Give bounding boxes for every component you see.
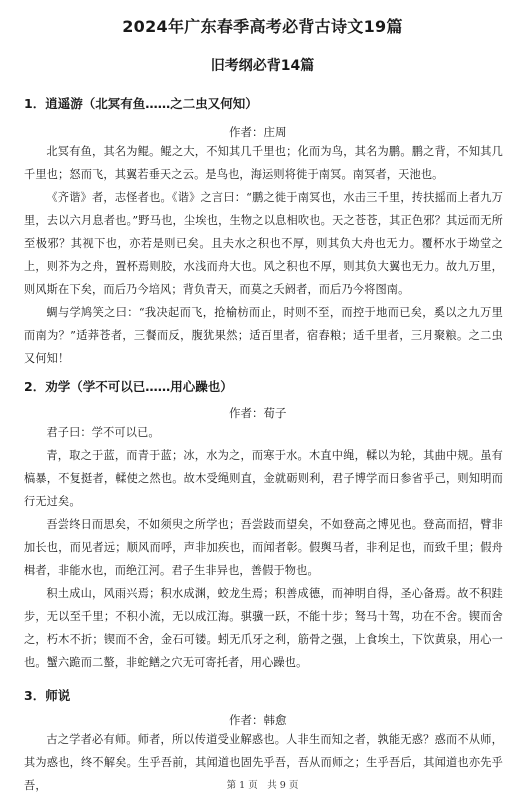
section-author: 作者：庄周 bbox=[229, 125, 287, 139]
section-group-title: 旧考纲必背14篇 bbox=[210, 58, 315, 74]
poem-paragraph: 吾尝终日而思矣，不如须臾之所学也；吾尝跂而望矣，不如登高之博见也。登高而招，臂非加长也，而见者远；顺风而呼，声非加疾也，而闻者彰。假舆马者，非利足也，而致千里；假舟楫者，非能水也，而绝江河。君子生非异也，善假于物也。 bbox=[24, 518, 503, 577]
poem-paragraph: 北冥有鱼，其名为鲲。鲲之大，不知其几千里也；化而为鸟，其名为鹏。鹏之背，不知其几千里也；怒而飞，其翼若垂天之云。是鸟也，海运则将徙于南冥。南冥者，天池也。 bbox=[24, 145, 503, 181]
section-author: 作者：荀子 bbox=[229, 406, 287, 420]
poem-paragraph: 古之学者必有师。师者，所以传道受业解惑也。人非生而知之者，孰能无惑？惑而不从师，其为惑也，终不解矣。生乎吾前，其闻道也固先乎吾，吾从而师之；生乎吾后，其闻道也亦先乎吾， bbox=[24, 733, 503, 792]
section-heading-shishuo: 3．师说 bbox=[24, 688, 71, 703]
poem-paragraph: 蜩与学鸠笑之曰：“我决起而飞，抢榆枋而止，时则不至，而控于地而已矣，奚以之九万里而南为？”适莽苍者，三餐而反，腹犹果然；适百里者，宿舂粮；适千里者，三月聚粮。之二虫又何知！ bbox=[24, 306, 503, 365]
poem-paragraph: 积土成山，风雨兴焉；积水成渊，蛟龙生焉；积善成德，而神明自得，圣心备焉。故不积跬步，无以至千里；不积小流，无以成江海。骐骥一跃，不能十步；驽马十驾，功在不舍。锲而舍之，朽木不折；锲而不舍，金石可镂。蚓无爪牙之利，筋骨之强，上食埃土，下饮黄泉，用心一也。蟹六跪而二螯，非蛇鳝之穴无可寄托者，用心躁也。 bbox=[24, 587, 503, 669]
document-title: 2024年广东春季高考必背古诗文19篇 bbox=[122, 17, 403, 36]
section-heading-quanxue: 2．劝学（学不可以已……用心躁也） bbox=[24, 379, 233, 394]
page-footer: 第 1 页 共 9 页 bbox=[226, 780, 299, 791]
poem-paragraph: 青，取之于蓝，而青于蓝；冰，水为之，而寒于水。木直中绳，輮以为轮，其曲中规。虽有槁暴，不复挺者，輮使之然也。故木受绳则直，金就砺则利，君子博学而日参省乎己，则知明而行无过矣。 bbox=[24, 449, 503, 508]
poem-paragraph: 《齐谐》者，志怪者也。《谐》之言曰：“鹏之徙于南冥也，水击三千里，抟扶摇而上者九万里，去以六月息者也。”野马也，尘埃也，生物之以息相吹也。天之苍苍，其正色邪？其远而无所至极邪？其视下也，亦若是则已矣。且夫水之积也不厚，则其负大舟也无力。覆杯水于坳堂之上，则芥为之舟，置杯焉则胶，水浅而舟大也。风之积也不厚，则其负大翼也无力。故九万里，则风斯在下矣，而后乃今培风；背负青天，而莫之夭阏者，而后乃今将图南。 bbox=[24, 191, 503, 296]
poem-paragraph: 君子曰：学不可以已。 bbox=[46, 426, 160, 439]
section-author: 作者：韩愈 bbox=[229, 713, 287, 727]
section-heading-xiaoyaoyou: 1．逍遥游（北冥有鱼……之二虫又何知） bbox=[24, 96, 258, 111]
